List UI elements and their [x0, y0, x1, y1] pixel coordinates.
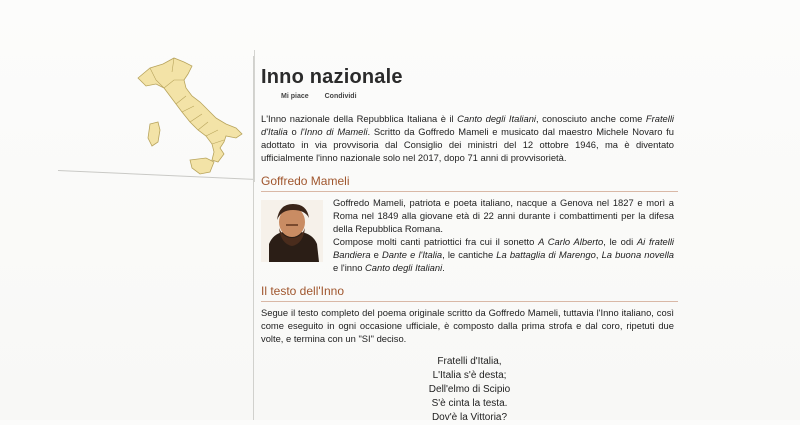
works-text: , — [595, 249, 602, 260]
intro-emph: l'Inno di Mameli — [300, 126, 368, 137]
intro-text: . Scritto da Goffredo Mameli e musicato dal maestro Michele Novaro fu adottato in via provvisoria dal Consiglio dei ministri del 12 ottobre 1946, ma è diventato ufficialmente l'inno nazionale solo nel 2017, dopo 71 anni di provvisorietà. — [261, 126, 674, 163]
intro-emph: Canto degli Italiani — [457, 113, 537, 124]
italy-map-icon — [128, 50, 255, 182]
works-text: . — [442, 262, 445, 273]
share-button[interactable]: Condividi — [324, 93, 357, 100]
mameli-bio-text: Goffredo Mameli, patriota e poeta italiano, nacque a Genova nel 1827 e morì a Roma nel 1849 alla giovane età di 22 anni durante i combattimenti per la difesa della Repubblica Romana. — [333, 197, 674, 234]
works-text: , le cantiche — [442, 249, 497, 260]
mameli-bio — [261, 196, 678, 274]
poem-line: S'è cinta la testa. — [431, 398, 508, 409]
article-column — [253, 56, 678, 423]
page-title: Inno nazionale — [261, 66, 403, 88]
works-title: Canto degli Italiani — [365, 262, 443, 273]
intro-text: , conosciuto anche come — [536, 113, 646, 124]
intro-emph: Fratelli d'Italia — [261, 113, 675, 137]
section-heading-testo: Il testo dell'Inno — [261, 284, 678, 302]
works-title: La buona novella — [601, 249, 674, 260]
works-text: e — [370, 249, 382, 260]
works-title: La battaglia di Marengo — [496, 249, 596, 260]
like-button[interactable]: Mi piace — [281, 93, 309, 100]
section-heading-mameli: Goffredo Mameli — [261, 174, 678, 192]
intro-paragraph — [261, 112, 674, 164]
works-text: , le odi — [603, 236, 637, 247]
works-title: A Carlo Alberto — [538, 236, 604, 247]
works-text: e l'inno — [333, 262, 366, 273]
intro-text: L'Inno nazionale della Repubblica Italiana è il — [261, 113, 458, 124]
social-actions — [281, 93, 678, 100]
poem-line: Dell'elmo di Scipio — [428, 384, 511, 395]
poem-line: Fratelli d'Italia, — [437, 356, 502, 367]
testo-paragraph: Segue il testo completo del poema originale scritto da Goffredo Mameli, tuttavia l'Inno italiano, così come eseguito in ogni occasione ufficiale, è composto dalla prima strofa e dal coro, ripetuti due volte, e termina con un "SI" deciso. — [261, 307, 674, 344]
mameli-portrait-image — [261, 200, 323, 262]
poem-line: L'Italia s'è desta; — [432, 370, 507, 381]
works-title: Ai fratelli Bandiera — [333, 236, 675, 260]
works-title: Dante e l'Italia — [381, 249, 443, 260]
poem-line: Dov'è la Vittoria? — [431, 412, 508, 423]
intro-text: o — [287, 126, 301, 137]
mameli-works-text — [333, 235, 674, 274]
works-text: Compose molti canti patriottici fra cui il sonetto — [333, 236, 539, 247]
poem-stanza — [261, 355, 678, 425]
